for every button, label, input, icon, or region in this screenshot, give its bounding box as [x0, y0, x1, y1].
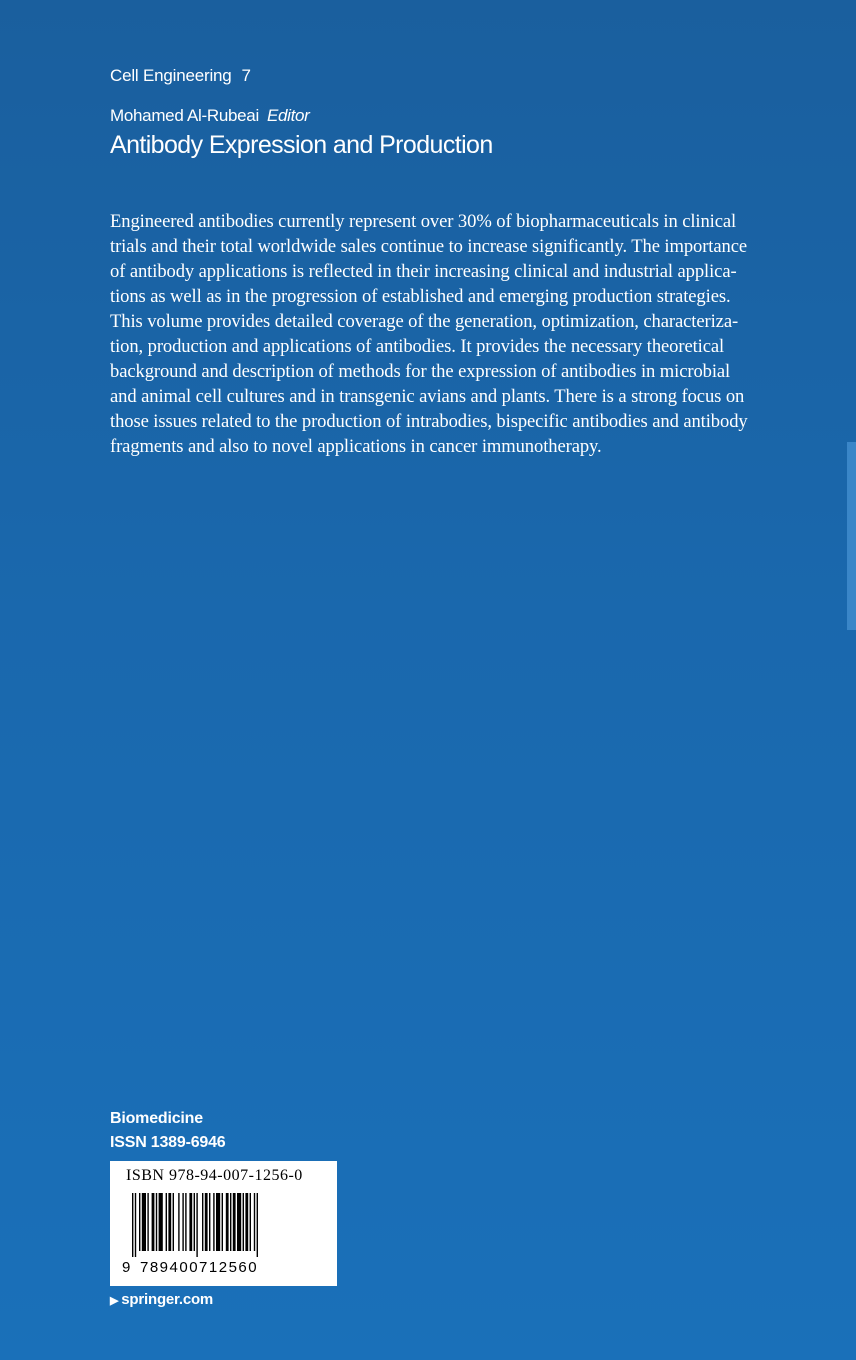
description-line: tion, production and applications of antibodies. It provides the necessary theoretical	[110, 336, 725, 357]
editor-line	[110, 106, 310, 126]
right-triangle-icon: ▶	[110, 1295, 119, 1307]
issn-number: ISSN 1389-6946	[110, 1134, 226, 1151]
book-description	[110, 209, 792, 459]
subject-category: Biomedicine	[110, 1110, 203, 1127]
barcode-icon	[132, 1193, 318, 1257]
description-line: tions as well as in the progression of established and emerging production strategies.	[110, 286, 731, 307]
book-title: Antibody Expression and Production	[110, 131, 493, 159]
barcode-box	[110, 1161, 337, 1286]
publisher-url: springer.com	[121, 1291, 214, 1308]
description-line: fragments and also to novel applications in cancer immunotherapy.	[110, 436, 602, 457]
series-name: Cell Engineering	[110, 66, 232, 85]
description-line: This volume provides detailed coverage of the generation, optimization, characteriza-	[110, 311, 739, 332]
editor-role: Editor	[266, 106, 310, 125]
isbn-label: ISBN 978-94-007-1256-0	[126, 1167, 303, 1184]
description-line: of antibody applications is reflected in their increasing clinical and industrial applica-	[110, 261, 737, 282]
series-volume: 7	[241, 66, 251, 85]
publisher-link[interactable]	[110, 1291, 213, 1308]
description-line: background and description of methods for the expression of antibodies in microbial	[110, 361, 731, 382]
barcode-remaining-digits: 789400712560	[140, 1259, 259, 1276]
description-line: Engineered antibodies currently represent over 30% of biopharmaceuticals in clinical	[110, 211, 737, 232]
edge-strip	[847, 442, 856, 630]
editor-name: Mohamed Al-Rubeai	[110, 106, 259, 125]
barcode-first-digit: 9	[122, 1259, 132, 1276]
series-line	[110, 66, 251, 86]
description-line: and animal cell cultures and in transgenic avians and plants. There is a strong focus on	[110, 386, 745, 407]
description-line: those issues related to the production of intrabodies, bispecific antibodies and antibody	[110, 411, 748, 432]
description-line: trials and their total worldwide sales continue to increase significantly. The importance	[110, 236, 748, 257]
